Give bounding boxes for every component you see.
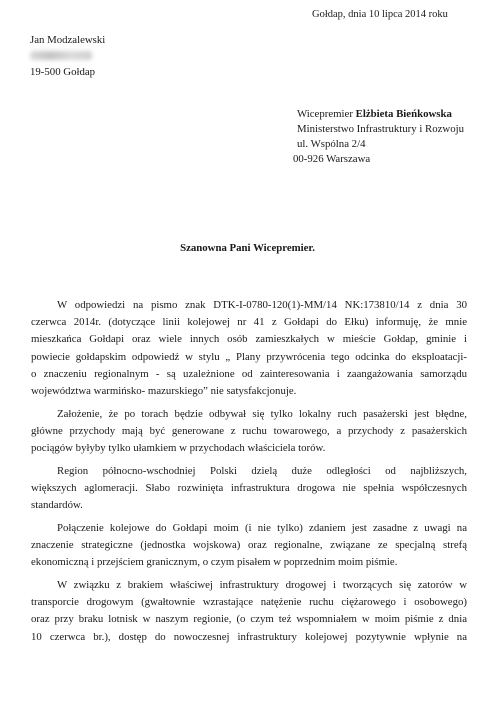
- paragraph-line: W związku z brakiem właściwej infrastruktury drogowej i tworzących się zatorów w: [57, 579, 467, 591]
- paragraph-line: 10 czerwca br.), dostęp do nowoczesnej infrastruktury kolejowej pozytywnie wpłynie na: [31, 630, 467, 643]
- recipient-city: 00-926 Warszawa: [293, 153, 371, 165]
- sender-name: Jan Modzalewski: [30, 34, 106, 46]
- paragraph-line: mieszkańca Gołdapi oraz wiele innych osób zamieszkałych w mieście Gołdap, gminie i: [31, 333, 467, 346]
- paragraph-line: o znaczeniu regionalnym - są uzależnione od zainteresowania i zaangażowania samorządu: [31, 367, 467, 380]
- recipient-street: ul. Wspólna 2/4: [297, 138, 366, 150]
- paragraph-line: główne przychody mają być generowane z ruchu towarowego, a przychody z pasażerskich: [31, 425, 467, 438]
- paragraph-line: Założenie, że po torach będzie odbywał się tylko lokalny ruch pasażerski jest błędne,: [57, 408, 467, 420]
- recipient-title-line: [293, 107, 464, 122]
- paragraph-line: pociągów byłyby tylko ułamkiem w przychodach właściciela torów.: [31, 442, 326, 455]
- paragraph-line: województwa warmińsko- mazurskiego” nie satysfakcjonuje.: [31, 384, 297, 397]
- paragraph-line: W odpowiedzi na pismo znak DTK-I-0780-120(1)-MM/14 NK:173810/14 z dnia 30: [57, 299, 467, 311]
- sender-block: [30, 33, 105, 80]
- paragraph: [31, 577, 467, 646]
- paragraph-line: standardów.: [31, 499, 83, 512]
- paragraph: [31, 520, 467, 572]
- recipient-name: Elżbieta Bieńkowska: [355, 108, 452, 120]
- paragraph-line: Region północno-wschodniej Polski dzielą duże odległości od najbliższych,: [57, 465, 467, 477]
- sender-address-redacted: [30, 48, 105, 65]
- paragraph-line: czerwca 2014r. (dotyczące linii kolejowej nr 41 z Gołdapi do Ełku) informuję, że mnie: [31, 316, 467, 329]
- paragraph: [31, 463, 467, 515]
- paragraph-line: znaczenie strategiczne (jednostka wojskowa) oraz regionalne, związane ze specjalną strefą: [31, 539, 467, 552]
- paragraph-line: powiecie gołdapskim odpowiedź w stylu „ Plany przywrócenia tego odcinka do eksploatacji-: [31, 350, 467, 363]
- paragraph-line: transporcie drogowym (gwałtownie wzrastające natężenie ruchu ciężarowego i osobowego): [31, 596, 467, 609]
- paragraph: [31, 406, 467, 458]
- recipient-title: Wicepremier: [297, 108, 353, 120]
- paragraph-line: ekonomiczną i przejściem granicznym, o czym pisałem w poprzednim moim piśmie.: [31, 556, 398, 569]
- salutation: Szanowna Pani Wicepremier.: [180, 242, 315, 254]
- sender-city: 19-500 Gołdap: [30, 66, 96, 78]
- paragraph-line: oraz przy braku lotnisk w naszym regionie, (o czym też wspomniałem w moim piśmie z dnia: [31, 613, 467, 626]
- paragraph-line: Połączenie kolejowe do Gołdapi moim (i nie tylko) zdaniem jest zasadne z uwagi na: [57, 522, 467, 534]
- paragraph-line: większych aglomeracji. Słabo rozwinięta infrastruktura drogowa nie spełnia współczesnych: [31, 482, 467, 495]
- date-line: Gołdap, dnia 10 lipca 2014 roku: [312, 9, 448, 20]
- recipient-block: [293, 107, 464, 167]
- paragraph: [31, 297, 467, 400]
- recipient-ministry: Ministerstwo Infrastruktury i Rozwoju: [297, 123, 465, 135]
